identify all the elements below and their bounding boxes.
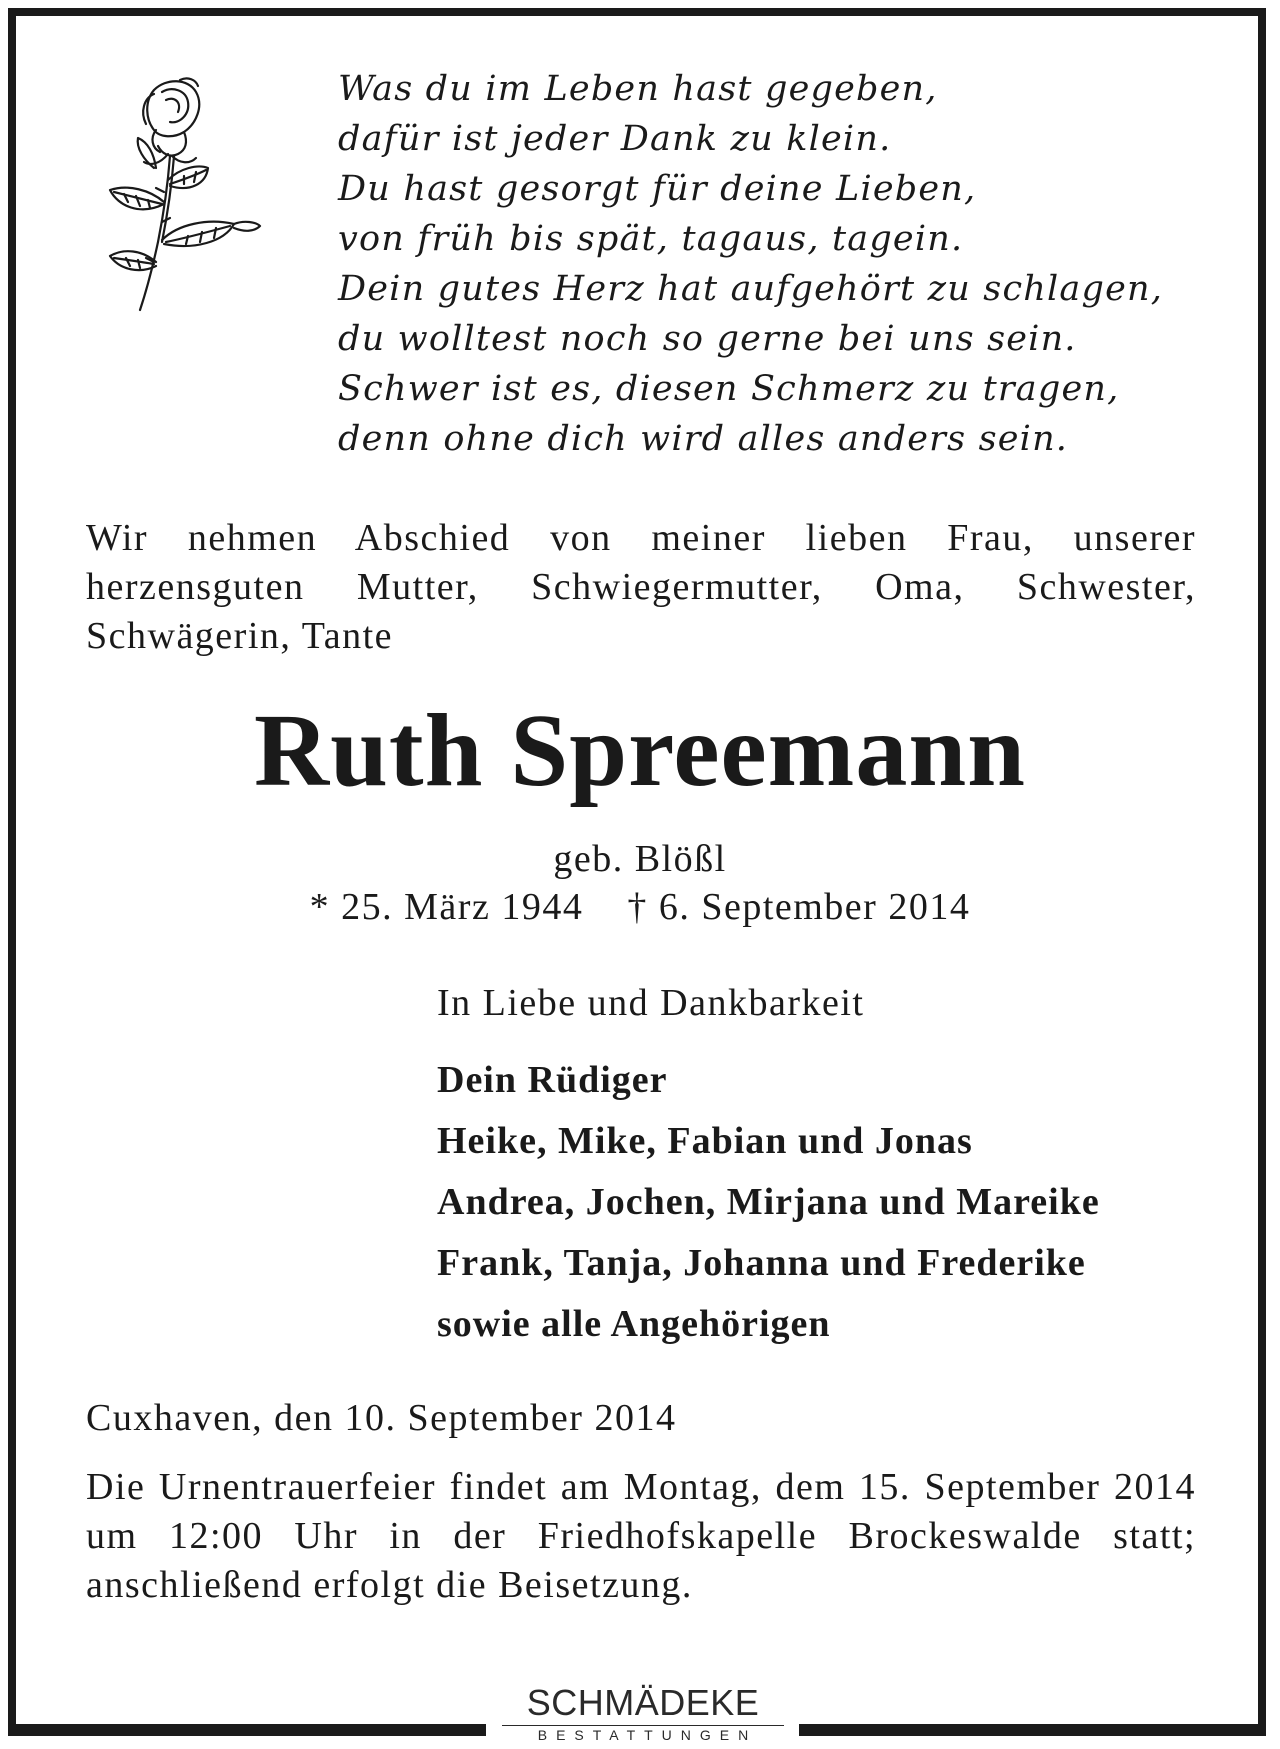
poem-line: Was du im Leben hast gegeben, — [338, 69, 938, 109]
deceased-name: Ruth Spreemann — [253, 693, 1026, 808]
mourner-line: Heike, Mike, Fabian und Jonas — [437, 1120, 973, 1162]
mourner-line: Frank, Tanja, Johanna und Frederike — [437, 1242, 1086, 1284]
life-dates — [0, 884, 1280, 930]
bottom-rule-right — [799, 1724, 1266, 1736]
birth-date: * 25. März 1944 — [309, 886, 584, 928]
mourner-line: sowie alle Angehörigen — [437, 1303, 831, 1345]
logo-name: SCHMÄDEKE — [526, 1682, 760, 1723]
poem — [338, 64, 1238, 464]
mourners-list — [437, 1050, 1100, 1355]
poem-line: Schwer ist es, diesen Schmerz zu tragen, — [338, 369, 1120, 409]
farewell-intro: Wir nehmen Abschied von meiner lieben Frau, unserer herzensguten Mutter, Schwiegermutter, Oma, Schwester, Schwägerin, Tante — [86, 517, 1196, 657]
mourner-line: Andrea, Jochen, Mirjana und Mareike — [437, 1181, 1100, 1223]
rose-icon — [84, 72, 274, 312]
closing-line: In Liebe und Dankbarkeit — [437, 982, 865, 1024]
poem-line: Du hast gesorgt für deine Lieben, — [338, 169, 977, 209]
place-date: Cuxhaven, den 10. September 2014 — [86, 1397, 677, 1439]
death-date: † 6. September 2014 — [627, 886, 971, 928]
funeral-home-logo — [490, 1683, 796, 1744]
logo-subtitle: BESTATTUNGEN — [502, 1725, 784, 1744]
poem-line: dafür ist jeder Dank zu klein. — [338, 119, 892, 159]
ceremony-info: Die Urnentrauerfeier findet am Montag, dem 15. September 2014 um 12:00 Uhr in der Friedhofskapelle Brockeswalde statt; anschließend erfolgt die Beisetzung. — [86, 1466, 1196, 1606]
poem-line: denn ohne dich wird alles anders sein. — [338, 419, 1069, 459]
mourner-line: Dein Rüdiger — [437, 1059, 668, 1101]
poem-line: Dein gutes Herz hat aufgehört zu schlagen, — [338, 269, 1164, 309]
maiden-name: geb. Blößl — [553, 838, 727, 880]
bottom-rule-left — [8, 1724, 486, 1736]
poem-line: du wolltest noch so gerne bei uns sein. — [338, 319, 1077, 359]
poem-line: von früh bis spät, tagaus, tagein. — [338, 219, 964, 259]
